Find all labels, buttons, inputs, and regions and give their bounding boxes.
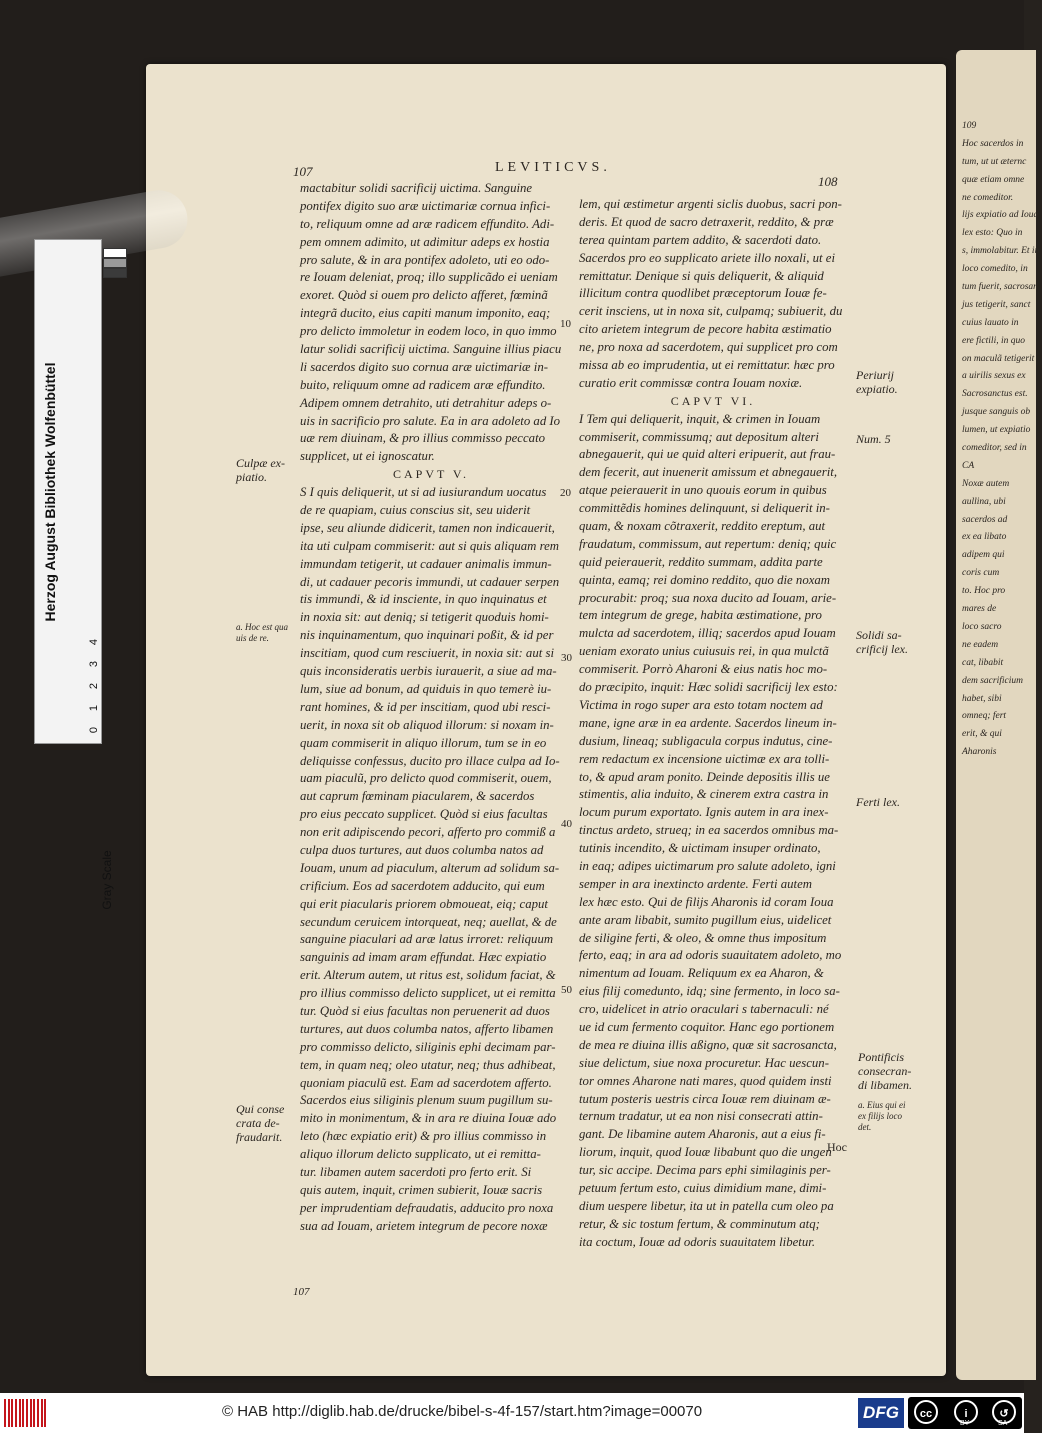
line-number: 40 bbox=[561, 818, 572, 830]
text-line: di, ut cadauer pecoris immundi, ut cadauer serpen bbox=[300, 574, 560, 589]
page-bottom-mark: 107 bbox=[293, 1286, 310, 1298]
text-line: pontifex digito suo aræ uictimariæ cornua infici- bbox=[300, 198, 551, 213]
facing-text-line: 109 bbox=[962, 121, 977, 131]
text-line: mane, igne aræ in ea ardente. Sacerdos lineum in- bbox=[579, 715, 837, 730]
text-line: pro illius commisso delicto supplicet, ut ei remitta bbox=[300, 986, 556, 1001]
text-line: Adipem omnem detrahito, uti detrahitur adeps o- bbox=[300, 395, 552, 410]
facing-text-line: Aharonis bbox=[962, 747, 997, 758]
text-line: pro delicto immoletur in eodem loco, in quo immo bbox=[300, 324, 557, 339]
text-line: dium uespere libetur, ita ut in patella cum oleo pa bbox=[579, 1198, 834, 1213]
facing-text-line: on maculã tetigerit bbox=[962, 353, 1035, 364]
text-line: ne, pro noxa ad sacerdotem, qui supplicet pro com bbox=[579, 340, 838, 355]
text-line: dem fecerit, aut inuenerit amissum et abnegauerit, bbox=[579, 465, 838, 480]
text-line: ferto, eaq; in ara ad odoris suauitatem adoleto, mo bbox=[579, 948, 842, 963]
by-label: BY bbox=[960, 1420, 970, 1427]
text-line: cerit insciens, ut in noxa sit, culpamq; subiuerit, du bbox=[579, 304, 843, 319]
text-line: aliquo illorum delicto supplicato, ut ei remitta- bbox=[300, 1147, 541, 1162]
facing-text-line: loco comedito, in bbox=[962, 264, 1028, 275]
text-line: deris. Et quod de sacro detraxerit, reddito, & præ bbox=[579, 214, 834, 229]
library-name: Herzog August Bibliothek Wolfenbüttel bbox=[42, 362, 58, 622]
text-line: tutinis incendito, & uictimam insuper ordinato, bbox=[579, 841, 821, 856]
facing-text-line: loco sacro bbox=[962, 621, 1002, 632]
text-line: crificium. Eos ad sacerdotem adducito, qui eum bbox=[300, 878, 545, 893]
text-line: remittatur. Denique si quis deliquerit, & aliquid bbox=[579, 268, 824, 283]
text-line: immundam tetigerit, ut cadauer animalis immun- bbox=[300, 556, 552, 571]
text-line: tutum posteris uestris circa Iouæ rem diuinam æ- bbox=[579, 1091, 831, 1106]
catchword: Hoc bbox=[827, 1140, 847, 1154]
text-line: ante aram libabit, sumito pugillum eius, uidelicet bbox=[579, 912, 832, 927]
text-line: tur. libamen autem sacerdoti pro ferto erit. Si bbox=[300, 1164, 532, 1179]
text-line: culpa duos turtures, aut duos columba natos ad bbox=[300, 842, 544, 857]
text-line: uæ rem diuinam, & pro illius commisso peccato bbox=[300, 431, 546, 446]
margin-note: Solidi sa- crificij lex. bbox=[856, 628, 908, 656]
text-line: eius filij comedunto, idq; sine fermento, in loco sa- bbox=[579, 984, 840, 999]
margin-note: Ferti lex. bbox=[856, 795, 900, 809]
text-line: deliquisse confessus, ducito pro illace culpa ad Io- bbox=[300, 753, 560, 768]
ruler-number: 3 bbox=[88, 660, 101, 668]
logo-stripe bbox=[4, 1399, 6, 1427]
facing-text-line: to. Hoc pro bbox=[962, 586, 1006, 597]
text-line: quid peierauerit, reddito summam, addita parte bbox=[579, 554, 823, 569]
text-line: ue id cum fermento coquitor. Hanc ego portionem bbox=[579, 1019, 835, 1034]
text-line: tur, sic accipe. Decima pars ephi similaginis per- bbox=[579, 1163, 831, 1178]
facing-text-line: jusque sanguis ob bbox=[962, 407, 1031, 418]
page-number-right: 108 bbox=[818, 174, 838, 189]
text-line: ita coctum, Iouæ ad odoris suauitatem libetur. bbox=[579, 1234, 816, 1249]
text-line: cito arietem integrum de pecore habita æstimatio bbox=[579, 322, 832, 337]
text-line: lex hæc esto. Qui de filijs Aharonis id coram Ioua bbox=[579, 894, 834, 909]
text-line: exoret. Quòd si ouem pro delicto afferet, fœminã bbox=[300, 288, 548, 303]
facing-text-line: CA bbox=[962, 460, 975, 471]
logo-stripe bbox=[30, 1399, 32, 1427]
text-line: aut caprum fœminam piacularem, & sacerdos bbox=[300, 789, 535, 804]
text-line: Sacerdos eius siliginis plenum suum pugillum su- bbox=[300, 1093, 553, 1108]
logo-stripe bbox=[15, 1399, 17, 1427]
facing-text-line: dem sacrificium bbox=[962, 675, 1023, 686]
facing-text-line: quæ etiam omne bbox=[962, 174, 1025, 185]
text-line: secundum ceruicem intorqueat, neq; auellat, & de bbox=[300, 914, 557, 929]
facing-text-line: comeditor, sed in bbox=[962, 443, 1027, 454]
text-line: mulcta ad sacerdotem, illiq; sacerdos apud Iouam bbox=[579, 626, 836, 641]
text-line: per imprudentiam defraudatis, adducito pro noxa bbox=[300, 1200, 554, 1215]
text-line: non erit adipiscendo pecori, afferto pro commiß a bbox=[300, 825, 556, 840]
facing-text-line: ne eadem bbox=[962, 639, 999, 650]
text-line: tur. Quòd si eius facultas non peruenerit ad duos bbox=[300, 1003, 550, 1018]
facing-text-line: tum, ut ut æternc bbox=[962, 156, 1027, 167]
text-line: sanguinis ad imam aram effundat. Hæc expiatio bbox=[300, 950, 547, 965]
text-line: retur, & sic tostum fertum, & comminutum atq; bbox=[579, 1216, 820, 1231]
text-line: quam, & noxam cõtraxerit, reddito ereptum, aut bbox=[579, 519, 826, 534]
facing-text-line: cuius lauato in bbox=[962, 317, 1019, 328]
text-line: tinctus ardeto, strueq; in ea sacerdos omnibus ma- bbox=[579, 823, 839, 838]
text-line: qui erit piacularis priorem obmoueat, eiq; caput bbox=[300, 896, 548, 911]
text-line: dusium, lineaq; subligacula corpus indutus, cine- bbox=[579, 733, 833, 748]
chapter-heading: CAPVT V. bbox=[392, 467, 470, 482]
text-line: quoniam piaculũ est. Eam ad sacerdotem afferto. bbox=[300, 1075, 552, 1090]
text-line: quam commiserit in aliquo illorum, tum se in eo bbox=[300, 735, 547, 750]
text-line: S I quis deliquerit, ut si ad iusiurandum uocatus bbox=[300, 485, 547, 500]
facing-text-line: ere fictili, in quo bbox=[962, 335, 1025, 346]
text-line: locum purum exportato. Ignis autem in ara inex- bbox=[579, 805, 829, 820]
facing-text-line: aullina, ubi bbox=[962, 496, 1006, 507]
text-line: abnegauerit, qui ue quid alteri eripuerit, aut frau- bbox=[579, 447, 836, 462]
facing-text-line: erit, & qui bbox=[962, 729, 1002, 740]
text-line: stimentis, alia induito, & cinerem extra castra in bbox=[579, 787, 829, 802]
footer-bar bbox=[0, 1393, 1024, 1433]
gray-patch-mid bbox=[103, 258, 127, 268]
ruler-number: 4 bbox=[88, 638, 101, 646]
text-line: mito in monimentum, & in ara re diuina Iouæ ado bbox=[300, 1111, 557, 1126]
text-line: atque peierauerit in uno quouis eorum in quibus bbox=[579, 483, 827, 498]
text-line: ueniam exorato unius cuiusuis rei, in qua mulctã bbox=[579, 644, 829, 659]
ruler-number: 0 bbox=[88, 726, 101, 734]
text-line: lem, qui æstimetur argenti siclis duobus, sacri pon- bbox=[579, 197, 842, 211]
text-line: de mea re diuina illis aßigno, quæ sit sacrosancta, bbox=[579, 1037, 837, 1052]
running-title: LEVITICVS. bbox=[495, 160, 611, 175]
text-line: missa ab eo imprudentia, ut ei remittatur. hæc pro bbox=[579, 358, 835, 373]
text-line: gant. De libamine autem Aharonis, aut a eius fi- bbox=[579, 1127, 826, 1142]
facing-text-line: a uirilis sexus ex bbox=[962, 371, 1026, 382]
text-line: nimentum ad Iouam. Reliquum ex ea Aharon, & bbox=[579, 966, 824, 981]
text-line: commiserit. Porrò Aharoni & eius natis hoc mo- bbox=[579, 662, 828, 677]
logo-stripe bbox=[19, 1399, 21, 1427]
text-line: re Iouam deleniat, proq; illo supplicãdo ei ueniam bbox=[300, 270, 558, 285]
facing-text-line: Hoc sacerdos in bbox=[962, 138, 1024, 149]
text-line: mactabitur solidi sacrificij uictima. Sanguine bbox=[300, 181, 533, 195]
text-line: to, reliquum omne ad aræ radicem effundito. Adi- bbox=[300, 216, 555, 231]
gray-patch-dark bbox=[103, 268, 127, 278]
text-line: turtures, aut duos columba natos, afferto libamen bbox=[300, 1021, 554, 1036]
margin-note: Culpæ ex- piatio. bbox=[236, 456, 285, 484]
facing-text-line: coris cum bbox=[962, 568, 1000, 579]
text-line: rem redactum ex incensione uictimæ ex ara tolli- bbox=[579, 751, 830, 766]
text-line: rant homines, & id per inscitiam, quod ubi resci- bbox=[300, 699, 551, 714]
text-line: Sacerdos pro eo supplicato ariete illo noxali, ut ei bbox=[579, 250, 836, 265]
facing-text-line: ex ea libato bbox=[962, 532, 1007, 543]
text-line: Iouam, unum ad piaculum, alterum ad solidum sa- bbox=[300, 860, 560, 875]
text-line: ternum tradatur, ut ea non nisi consecrati attin- bbox=[579, 1109, 823, 1124]
text-line: tor omnes Aharone nati mares, quod quidem insti bbox=[579, 1073, 832, 1088]
page-number-left: 107 bbox=[293, 164, 313, 179]
text-line: lum, siue ad bonum, ad quiduis in quo temerè iu- bbox=[300, 681, 552, 696]
text-line: tem, in quam neq; oleo utatur, neq; thus adhibeat, bbox=[300, 1057, 556, 1072]
text-line: sua ad Iouam, arietem integrum de pecore noxæ bbox=[300, 1218, 548, 1233]
text-line: to, & apud aram ponito. Deinde depositis illis ue bbox=[579, 769, 830, 784]
margin-note: a. Hoc est qua uis de re. bbox=[236, 622, 288, 643]
text-line: quis autem, inquit, crimen subierit, Iouæ sacris bbox=[300, 1182, 543, 1197]
sa-label: SA bbox=[998, 1420, 1008, 1427]
text-line: li sacerdos digito suo cornua aræ uictimariæ in- bbox=[300, 359, 549, 374]
facing-text-line: tum fuerit, sacrosan bbox=[962, 282, 1038, 293]
text-line: supplicet, ut ei ignoscatur. bbox=[300, 449, 435, 464]
facing-text-line: lumen, ut expiatio bbox=[962, 425, 1031, 436]
facing-text-line: ne comeditor. bbox=[962, 192, 1014, 203]
facing-text-line: Sacrosanctus est. bbox=[962, 389, 1028, 400]
text-line: de siligine ferti, & oleo, & omne thus impositum bbox=[579, 930, 827, 945]
line-number: 20 bbox=[560, 487, 571, 499]
margin-note: Pontificis consecran- di libamen. bbox=[858, 1050, 912, 1092]
footer-url[interactable]: © HAB http://diglib.hab.de/drucke/bibel-s-4f-157/start.htm?image=00070 bbox=[222, 1403, 703, 1420]
margin-note: Qui conse crata de- fraudarit. bbox=[236, 1102, 285, 1144]
text-line: pem omnem adimito, ut adimitur adeps ex hostia bbox=[300, 234, 550, 249]
text-line: quis inconsideratis uerbis iurauerit, a siue ad ma- bbox=[300, 664, 557, 679]
text-line: quinta, eamq; rei domino reddito, quo die noxam bbox=[579, 572, 831, 587]
text-line: fraudatum, commissum, aut repertum: deniq; quic bbox=[579, 536, 837, 551]
cc-license-badge[interactable] bbox=[908, 1397, 1022, 1429]
dfg-logo[interactable]: DFG bbox=[858, 1398, 904, 1428]
text-line: in eaq; adipes uictimarum pro salute adoleto, igni bbox=[579, 858, 836, 873]
text-line: uerit, in noxa sit ob aliquod illorum: si noxam in- bbox=[300, 717, 554, 732]
text-line: inscitiam, quod cum resciuerit, in noxia sit: aut si bbox=[300, 646, 555, 661]
text-line: in noxia sit: aut deniq; si tetigerit quoduis homi- bbox=[300, 610, 549, 625]
text-line: tis immundi, & id insciente, in quo inquinatus et bbox=[300, 592, 547, 607]
gray-patch-white bbox=[103, 248, 127, 258]
margin-note: Periurij expiatio. bbox=[856, 368, 898, 396]
facing-text-line: habet, sibi bbox=[962, 693, 1002, 704]
hab-logo bbox=[4, 1399, 46, 1427]
text-line: tem integrum de grege, habita æstimatione, pro bbox=[579, 608, 822, 623]
facing-page bbox=[956, 50, 1040, 1380]
text-line: semper in ara inextincto ardente. Ferti autem bbox=[579, 876, 813, 891]
text-line: terea quintam partem addito, & sacerdoti dato. bbox=[579, 232, 822, 247]
right-text-column bbox=[579, 196, 847, 1252]
text-line: ita uti culpam commiserit: aut si quis aliquam rem bbox=[300, 538, 560, 553]
ruler-number: 2 bbox=[88, 682, 101, 690]
facing-text-line: cat, libabit bbox=[962, 657, 1004, 668]
ruler-number: 1 bbox=[88, 704, 101, 712]
gray-scale-label: Gray Scale bbox=[100, 850, 114, 910]
text-line: nis inquinamentum, quo inquinari poßit, & id per bbox=[300, 628, 554, 643]
text-line: illicitum contra quodlibet præceptorum Iouæ fe- bbox=[579, 286, 827, 301]
by-icon: i bbox=[954, 1400, 978, 1424]
text-line: Victima in rogo super ara esto totam noctem ad bbox=[579, 697, 823, 712]
logo-stripe bbox=[22, 1399, 24, 1427]
line-number: 10 bbox=[560, 318, 571, 330]
text-line: I Tem qui deliquerit, inquit, & crimen in Iouam bbox=[579, 411, 821, 426]
text-line: leto (hæc expiatio erit) & pro illius commisso in bbox=[300, 1129, 547, 1144]
text-line: sanguine piaculari ad aræ latus irroret: reliquum bbox=[300, 932, 554, 947]
left-text-column bbox=[300, 180, 562, 1236]
logo-stripe bbox=[11, 1399, 13, 1427]
facing-page-text bbox=[962, 120, 1042, 764]
text-line: ipse, seu aliunde didicerit, tamen non indicauerit, bbox=[300, 520, 555, 535]
logo-stripe bbox=[44, 1399, 46, 1427]
text-line: do præcipito, inquit: Hæc solidi sacrificij lex esto: bbox=[579, 680, 838, 695]
facing-text-line: omneq; fert bbox=[962, 711, 1007, 722]
logo-stripe bbox=[37, 1399, 39, 1427]
cc-icon: cc bbox=[914, 1400, 938, 1424]
text-line: committẽdis homines delinquunt, si deliquerit in- bbox=[579, 501, 830, 516]
text-line: latur solidi sacrificij uictima. Sanguine illius piacu bbox=[300, 342, 562, 357]
text-line: integrã ducito, eius capiti manum imponito, eaq; bbox=[300, 306, 551, 321]
logo-stripe bbox=[8, 1399, 10, 1427]
facing-text-line: lijs expiatio ad Ioua bbox=[962, 210, 1039, 221]
facing-text-line: s, immolabitur. Et in bbox=[962, 246, 1040, 257]
sa-icon: ↺ bbox=[992, 1400, 1016, 1424]
text-line: de re quapiam, cuius conscius sit, seu uiderit bbox=[300, 503, 531, 518]
text-line: siue delictum, siue noxa procuretur. Hac uescun- bbox=[579, 1055, 829, 1070]
text-line: erit. Alterum autem, ut ritus est, solidum faciat, & bbox=[300, 968, 556, 983]
facing-text-line: adipem qui bbox=[962, 550, 1005, 561]
line-number: 50 bbox=[561, 984, 572, 996]
margin-note: Num. 5 bbox=[856, 432, 891, 446]
text-line: uis in sacrificio pro salute. Ea in ara adoleto ad Io bbox=[300, 413, 561, 428]
margin-note: a. Eius qui ei ex filijs loco det. bbox=[858, 1100, 906, 1132]
facing-text-line: mares de bbox=[962, 604, 997, 615]
facing-text-line: lex esto: Quo in bbox=[962, 228, 1023, 239]
text-line: buito, reliquum omne ad radicem aræ effundito. bbox=[300, 377, 546, 392]
text-line: pro commisso delicto, siliginis ephi decimam par- bbox=[300, 1039, 556, 1054]
facing-text-line: Noxæ autem bbox=[962, 478, 1010, 489]
color-calibration-bar bbox=[34, 239, 114, 910]
logo-stripe bbox=[41, 1399, 43, 1427]
logo-stripe bbox=[33, 1399, 35, 1427]
text-line: liorum, inquit, quod Iouæ libabunt quo die ungen bbox=[579, 1145, 832, 1160]
text-line: cro, uidelicet in atrio oraculari s tabernaculi: né bbox=[579, 1002, 829, 1017]
text-line: uam piaculũ, pro delicto quod commiserit, ouem, bbox=[300, 771, 552, 786]
text-line: commiserit, commissumq; aut depositum alteri bbox=[579, 429, 819, 444]
text-line: procurabit: proq; sua noxa ducito ad Iouam, arie- bbox=[579, 590, 837, 605]
chapter-heading: CAPVT VI. bbox=[670, 393, 756, 408]
line-number: 30 bbox=[561, 652, 572, 664]
text-line: petuum fertum esto, cuius dimidium mane, dimi- bbox=[579, 1180, 827, 1195]
facing-text-line: sacerdos ad bbox=[962, 514, 1008, 525]
logo-stripe bbox=[26, 1399, 28, 1427]
text-line: pro salute, & in ara pontifex adoleto, uti eo odo- bbox=[300, 252, 550, 267]
text-line: pro eius peccato supplicet. Quòd si eius facultas bbox=[300, 807, 548, 822]
facing-text-line: jus tetigerit, sanct bbox=[962, 299, 1031, 310]
text-line: curatio erit commissæ contra Iouam noxiæ. bbox=[579, 375, 803, 390]
